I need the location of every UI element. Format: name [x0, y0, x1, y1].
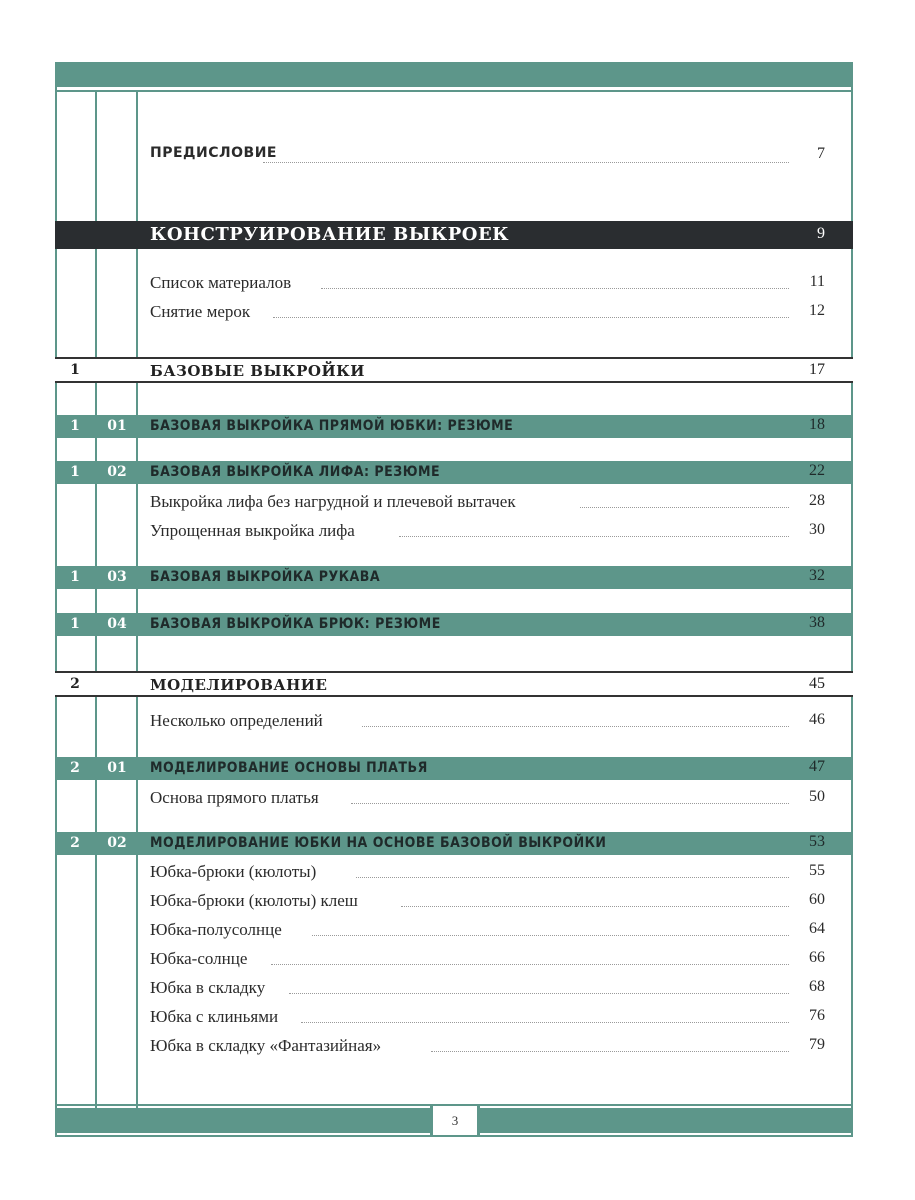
- toc-title: Список материалов: [150, 273, 292, 292]
- chapter-title: БАЗОВАЯ ВЫКРОЙКА БРЮК: РЕЗЮМЕ: [150, 616, 441, 632]
- chapter-title: МОДЕЛИРОВАНИЕ ЮБКИ НА ОСНОВЕ БАЗОВОЙ ВЫКРОЙКИ: [150, 835, 607, 851]
- toc-title: Упрощенная выкройка лифа: [150, 521, 355, 540]
- part-number: 1: [70, 362, 80, 378]
- chapter-page: 38: [809, 614, 825, 631]
- toc-part-1[interactable]: [55, 357, 853, 383]
- toc-entry[interactable]: [55, 490, 853, 516]
- toc-title: Основа прямого платья: [150, 788, 319, 807]
- toc-page: 60: [809, 891, 825, 908]
- toc-entry[interactable]: [55, 271, 853, 297]
- part-title: БАЗОВЫЕ ВЫКРОЙКИ: [150, 362, 365, 380]
- dot-leader: [399, 536, 789, 537]
- toc-page: 76: [809, 1007, 825, 1024]
- toc-chapter-1-02[interactable]: [55, 461, 853, 484]
- chapter-page: 32: [809, 567, 825, 584]
- toc-main-section[interactable]: [55, 221, 853, 249]
- part-page: 17: [809, 361, 825, 378]
- chapter-number: 04: [107, 616, 127, 632]
- dot-leader: [431, 1051, 789, 1052]
- toc-entry[interactable]: [55, 947, 853, 973]
- toc-page: 68: [809, 978, 825, 995]
- part-number: 2: [70, 835, 80, 851]
- top-band-rule: [55, 90, 853, 92]
- chapter-number: 02: [107, 464, 127, 480]
- chapter-title: БАЗОВАЯ ВЫКРОЙКА ЛИФА: РЕЗЮМЕ: [150, 464, 441, 480]
- toc-title: Юбка с клиньями: [150, 1007, 279, 1026]
- dot-leader: [362, 726, 789, 727]
- toc-entry[interactable]: [55, 860, 853, 886]
- section-title: КОНСТРУИРОВАНИЕ ВЫКРОЕК: [150, 224, 510, 245]
- dot-leader: [263, 162, 789, 163]
- toc-title: Юбка в складку: [150, 978, 266, 997]
- toc-entry[interactable]: [55, 918, 853, 944]
- dot-leader: [273, 317, 789, 318]
- chapter-page: 18: [809, 416, 825, 433]
- toc-page: 11: [809, 273, 825, 290]
- dot-leader: [321, 288, 789, 289]
- toc-chapter-2-02[interactable]: [55, 832, 853, 855]
- chapter-title: БАЗОВАЯ ВЫКРОЙКА РУКАВА: [150, 569, 381, 585]
- toc-entry[interactable]: [55, 889, 853, 915]
- toc-page: 28: [809, 492, 825, 509]
- toc-preface[interactable]: [55, 145, 853, 171]
- toc-page: 55: [809, 862, 825, 879]
- chapter-number: 01: [107, 418, 127, 434]
- toc-entry[interactable]: [55, 976, 853, 1002]
- toc-title: Выкройка лифа без нагрудной и плечевой вытачек: [150, 492, 516, 511]
- part-number: 1: [70, 464, 80, 480]
- toc-title: Снятие мерок: [150, 302, 251, 321]
- part-number: 1: [70, 616, 80, 632]
- toc-title: ПРЕДИСЛОВИЕ: [150, 145, 277, 161]
- toc-chapter-1-04[interactable]: [55, 613, 853, 636]
- toc-part-2[interactable]: [55, 671, 853, 697]
- chapter-page: 47: [809, 758, 825, 775]
- chapter-page: 53: [809, 833, 825, 850]
- toc-page: 64: [809, 920, 825, 937]
- toc-entry[interactable]: [55, 1005, 853, 1031]
- toc-title: Юбка-полусолнце: [150, 920, 282, 939]
- dot-leader: [401, 906, 789, 907]
- toc-title: Юбка-солнце: [150, 949, 248, 968]
- page-number: 3: [430, 1106, 480, 1135]
- toc-entry[interactable]: [55, 300, 853, 326]
- toc-title: Несколько определений: [150, 711, 323, 730]
- toc-page: 7: [817, 145, 825, 162]
- toc-chapter-1-01[interactable]: [55, 415, 853, 438]
- toc-page: 30: [809, 521, 825, 538]
- toc-title: Юбка-брюки (кюлоты) клеш: [150, 891, 358, 910]
- toc-chapter-2-01[interactable]: [55, 757, 853, 780]
- chapter-page: 22: [809, 462, 825, 479]
- chapter-title: БАЗОВАЯ ВЫКРОЙКА ПРЯМОЙ ЮБКИ: РЕЗЮМЕ: [150, 418, 514, 434]
- toc-chapter-1-03[interactable]: [55, 566, 853, 589]
- top-band: [55, 62, 853, 87]
- dot-leader: [271, 964, 789, 965]
- toc-entry[interactable]: [55, 786, 853, 812]
- toc-entry[interactable]: [55, 1034, 853, 1060]
- toc-entry[interactable]: [55, 519, 853, 545]
- toc-entry[interactable]: [55, 709, 853, 735]
- toc-page: 50: [809, 788, 825, 805]
- dot-leader: [289, 993, 789, 994]
- part-number: 1: [70, 418, 80, 434]
- dot-leader: [301, 1022, 789, 1023]
- dot-leader: [356, 877, 789, 878]
- toc-page: 46: [809, 711, 825, 728]
- chapter-number: 03: [107, 569, 127, 585]
- dot-leader: [351, 803, 789, 804]
- chapter-number: 02: [107, 835, 127, 851]
- toc-page: 79: [809, 1036, 825, 1053]
- dot-leader: [312, 935, 789, 936]
- part-number: 2: [70, 760, 80, 776]
- toc-title: Юбка в складку «Фантазийная»: [150, 1036, 382, 1055]
- toc-title: Юбка-брюки (кюлоты): [150, 862, 317, 881]
- part-page: 45: [809, 675, 825, 692]
- part-title: МОДЕЛИРОВАНИЕ: [150, 676, 328, 694]
- toc-page: 66: [809, 949, 825, 966]
- chapter-number: 01: [107, 760, 127, 776]
- part-number: 2: [70, 676, 80, 692]
- part-number: 1: [70, 569, 80, 585]
- section-page: 9: [817, 225, 825, 242]
- chapter-title: МОДЕЛИРОВАНИЕ ОСНОВЫ ПЛАТЬЯ: [150, 760, 428, 776]
- dot-leader: [580, 507, 789, 508]
- toc-page: 12: [809, 302, 825, 319]
